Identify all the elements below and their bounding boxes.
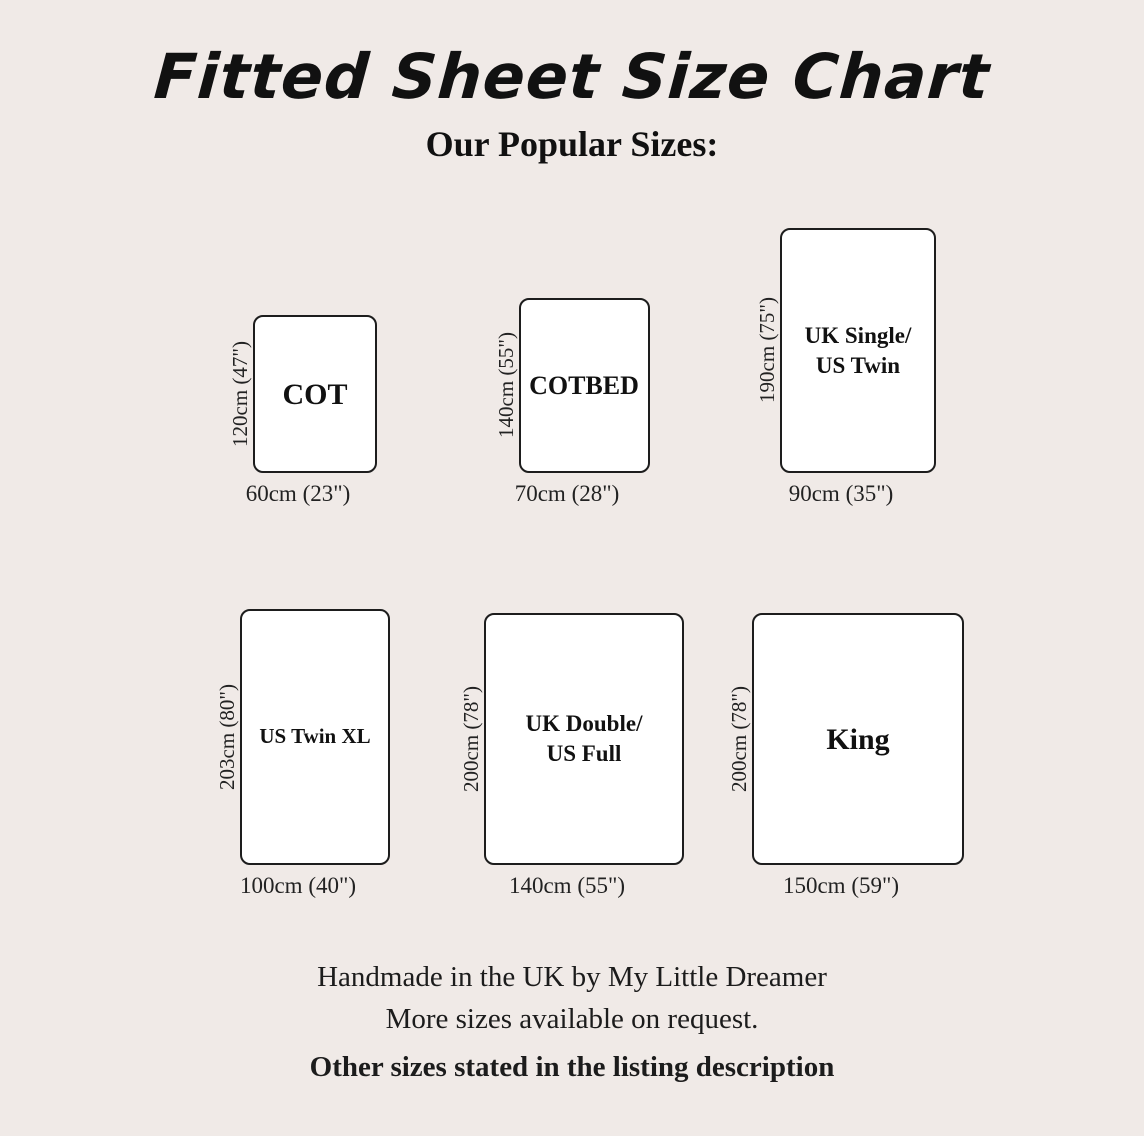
uk-single-width-label: 90cm (35"): [788, 481, 894, 507]
king-name: King: [826, 722, 890, 756]
size-cell-cotbed: [433, 298, 701, 507]
uk-double-length-label: 200cm (78"): [459, 686, 483, 793]
us-twin-xl-name: US Twin XL: [259, 724, 371, 749]
cotbed-width-label: 70cm (28"): [514, 481, 620, 507]
size-row-top: [0, 207, 1144, 507]
cot-length-label: 120cm (47"): [228, 341, 252, 448]
king-length-label: 200cm (78"): [727, 686, 751, 793]
cotbed-length-label: 140cm (55"): [493, 332, 518, 439]
cotbed-name: COTBED: [529, 370, 639, 400]
size-grid: [0, 207, 1144, 899]
footer-line-more-sizes: More sizes available on request.: [385, 1002, 759, 1035]
page-subtitle: Our Popular Sizes:: [425, 124, 719, 165]
size-cell-uk-double: [433, 613, 701, 899]
cot-bed-rect: [253, 315, 377, 473]
king-bed-rect: [752, 613, 964, 865]
size-cell-uk-single: [701, 228, 981, 507]
uk-single-name-line1: UK Single/: [804, 322, 912, 348]
us-twin-xl-width-label: 100cm (40"): [239, 873, 357, 899]
size-row-bottom: [0, 599, 1144, 899]
uk-double-width-label: 140cm (55"): [508, 873, 626, 899]
uk-single-length-label: 190cm (75"): [755, 297, 779, 404]
size-cell-king: [701, 613, 981, 899]
us-twin-xl-length-label: 203cm (80"): [215, 684, 239, 791]
size-cell-us-twin-xl: [163, 609, 433, 899]
uk-single-bed-rect: [780, 228, 936, 473]
footer-line-handmade: Handmade in the UK by My Little Dreamer: [317, 960, 827, 993]
uk-double-name: [520, 709, 649, 769]
king-width-label: 150cm (59"): [782, 873, 900, 899]
size-cell-cot: [163, 315, 433, 507]
footer-line-other-sizes: Other sizes stated in the listing description: [309, 1050, 835, 1083]
page-title: Fitted Sheet Size Chart: [151, 40, 993, 113]
uk-single-name: [799, 321, 918, 381]
uk-double-name-line2: US Full: [546, 741, 622, 767]
uk-single-name-line2: US Twin: [815, 352, 901, 378]
chart-header: [0, 0, 1144, 165]
uk-double-name-line1: UK Double/: [525, 711, 643, 737]
us-twin-xl-bed-rect: [240, 609, 390, 865]
cot-name: COT: [282, 377, 348, 411]
cotbed-bed-rect: [519, 298, 650, 473]
cot-width-label: 60cm (23"): [245, 481, 351, 507]
chart-footer: [0, 956, 1144, 1088]
uk-double-bed-rect: [484, 613, 684, 865]
